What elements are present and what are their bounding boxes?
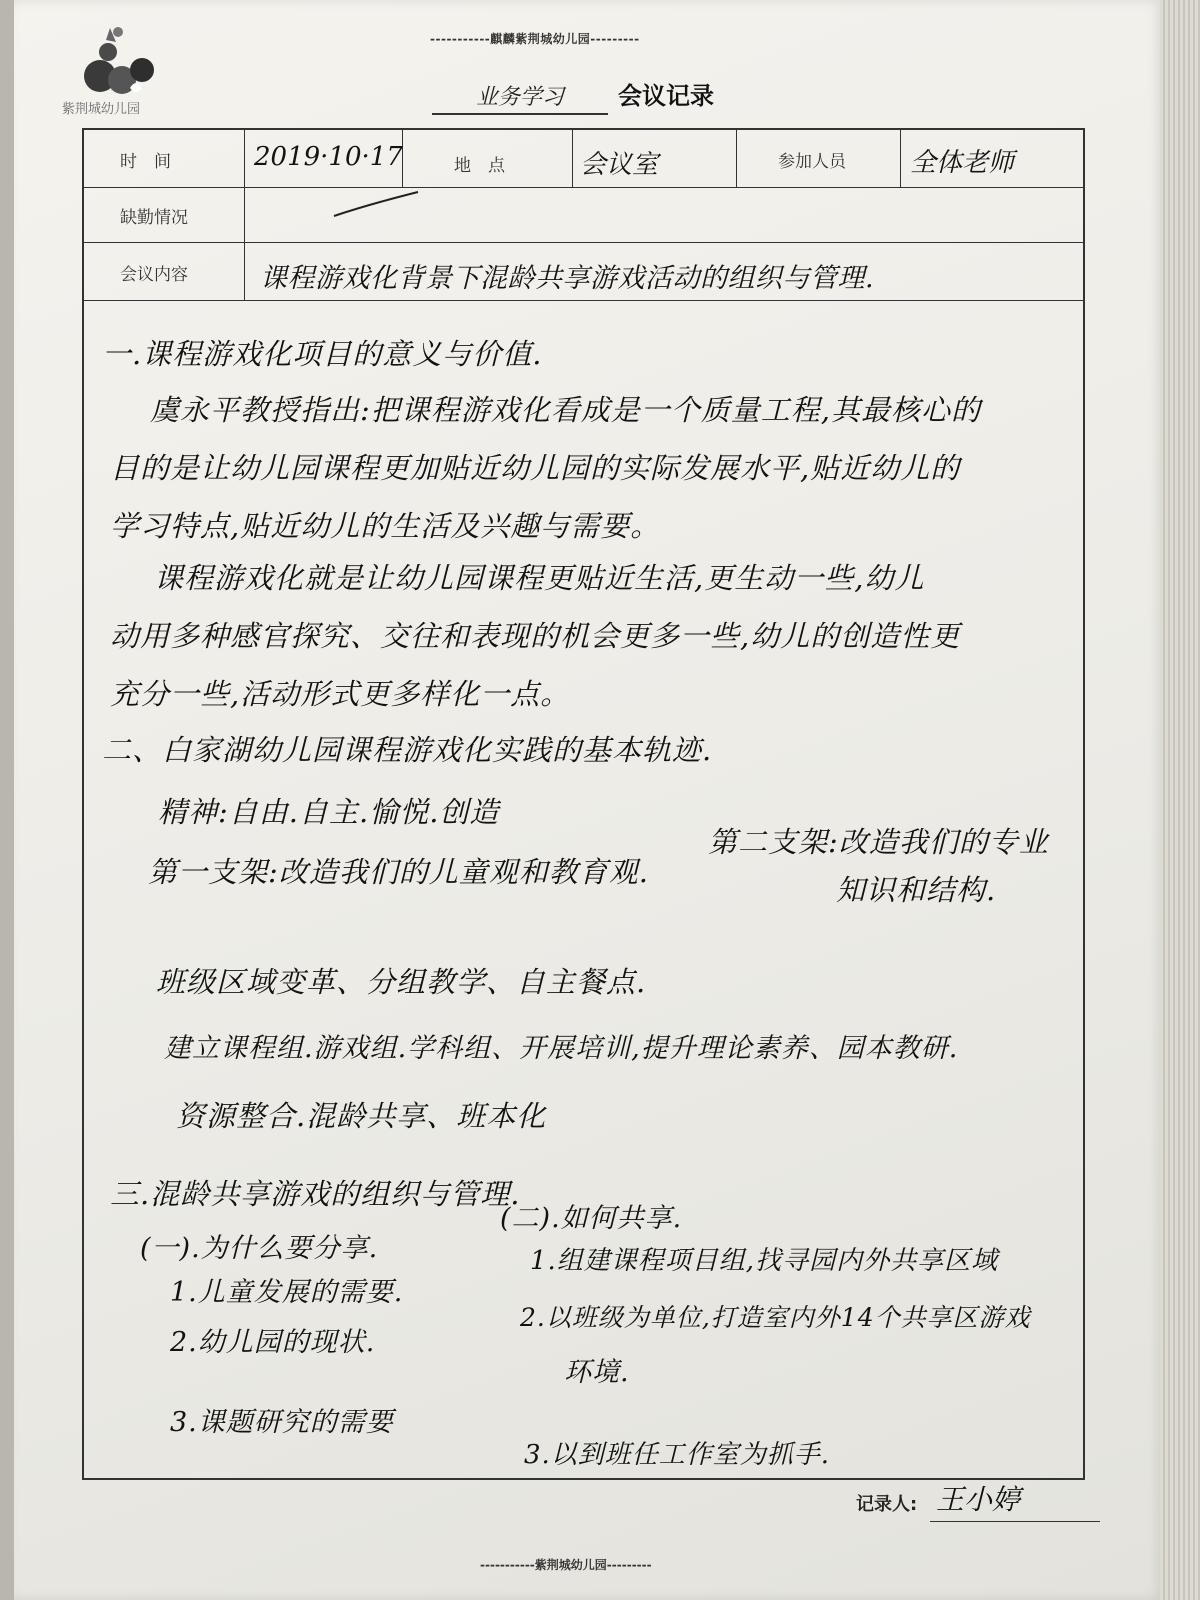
row-divider	[84, 242, 1084, 243]
paragraph-line: 课程游戏化就是让幼儿园课程更贴近生活,更生动一些,幼儿	[154, 561, 925, 595]
second-support-line: 第二支架:改造我们的专业	[708, 825, 1049, 859]
practice-line: 班级区域变革、分组教学、自主餐点.	[156, 965, 647, 999]
method-item: 1.组建课程项目组,找寻园内外共享区域	[530, 1246, 999, 1276]
time-label: 时 间	[120, 152, 171, 172]
time-value: 2019·10·17	[254, 142, 403, 172]
header-school-name: -----------麒麟紫荆城幼儿园---------	[430, 32, 640, 46]
paragraph-line: 目的是让幼儿园课程更加贴近幼儿园的实际发展水平,贴近幼儿的	[110, 451, 961, 485]
method-item: 2.以班级为单位,打造室内外14个共享区游戏	[520, 1303, 1031, 1332]
method-item-cont: 环境.	[564, 1357, 630, 1388]
absence-label: 缺勤情况	[120, 208, 188, 228]
column-divider	[736, 130, 737, 187]
column-divider	[900, 130, 901, 187]
practice-line: 资源整合.混龄共享、班本化	[176, 1099, 547, 1133]
place-label: 地 点	[454, 156, 505, 176]
subsection-why-share: (一).为什么要分享.	[140, 1233, 379, 1264]
practice-line: 建立课程组.游戏组.学科组、开展培训,提升理论素养、园本教研.	[164, 1033, 959, 1064]
spirit-line: 精神:自由.自主.愉悦.创造	[158, 795, 500, 829]
row-divider	[84, 300, 1084, 301]
reason-item: 1.儿童发展的需要.	[170, 1277, 404, 1308]
notebook-page-edges	[1160, 0, 1200, 1600]
reason-item: 2.幼儿园的现状.	[170, 1327, 376, 1358]
attendees-value: 全体老师	[910, 148, 1015, 178]
section-heading-3: 三.混龄共享游戏的组织与管理.	[110, 1177, 521, 1211]
attendees-label: 参加人员	[778, 152, 846, 172]
subsection-how-share: (二).如何共享.	[500, 1203, 683, 1234]
absence-dash-mark	[330, 186, 422, 226]
paragraph-line: 学习特点,贴近幼儿的生活及兴趣与需要。	[110, 509, 661, 543]
content-label: 会议内容	[120, 265, 188, 285]
meeting-topic: 课程游戏化背景下混龄共享游戏活动的组织与管理.	[260, 263, 875, 294]
page-title	[432, 76, 714, 115]
recorder-signature: 王小婷	[936, 1483, 1021, 1516]
title-text: 会议记录	[618, 81, 714, 110]
signature-underline	[930, 1521, 1100, 1522]
paragraph-line: 动用多种感官探究、交往和表现的机会更多一些,幼儿的创造性更	[110, 619, 961, 653]
row-divider	[84, 187, 1084, 188]
paragraph-line: 虞永平教授指出:把课程游戏化看成是一个质量工程,其最核心的	[150, 393, 981, 427]
method-item: 3.以到班任工作室为抓手.	[524, 1440, 831, 1470]
paragraph-line: 充分一些,活动形式更多样化一点。	[110, 677, 571, 711]
first-support-line: 第一支架:改造我们的儿童观和教育观.	[148, 855, 649, 889]
column-divider	[244, 130, 245, 300]
section-heading-2: 二、白家湖幼儿园课程游戏化实践的基本轨迹.	[102, 733, 713, 767]
footer-school-name: -----------紫荆城幼儿园---------	[480, 1558, 652, 1572]
recorder-label: 记录人:	[856, 1494, 918, 1515]
place-value: 会议室	[580, 150, 659, 180]
reason-item: 3.课题研究的需要	[170, 1407, 394, 1438]
logo-text: 紫荆城幼儿园	[62, 102, 141, 117]
second-support-line-cont: 知识和结构.	[836, 873, 997, 907]
section-heading-1: 一.课程游戏化项目的意义与价值.	[102, 337, 543, 371]
column-divider	[572, 130, 573, 187]
title-category: 业务学习	[432, 80, 608, 115]
